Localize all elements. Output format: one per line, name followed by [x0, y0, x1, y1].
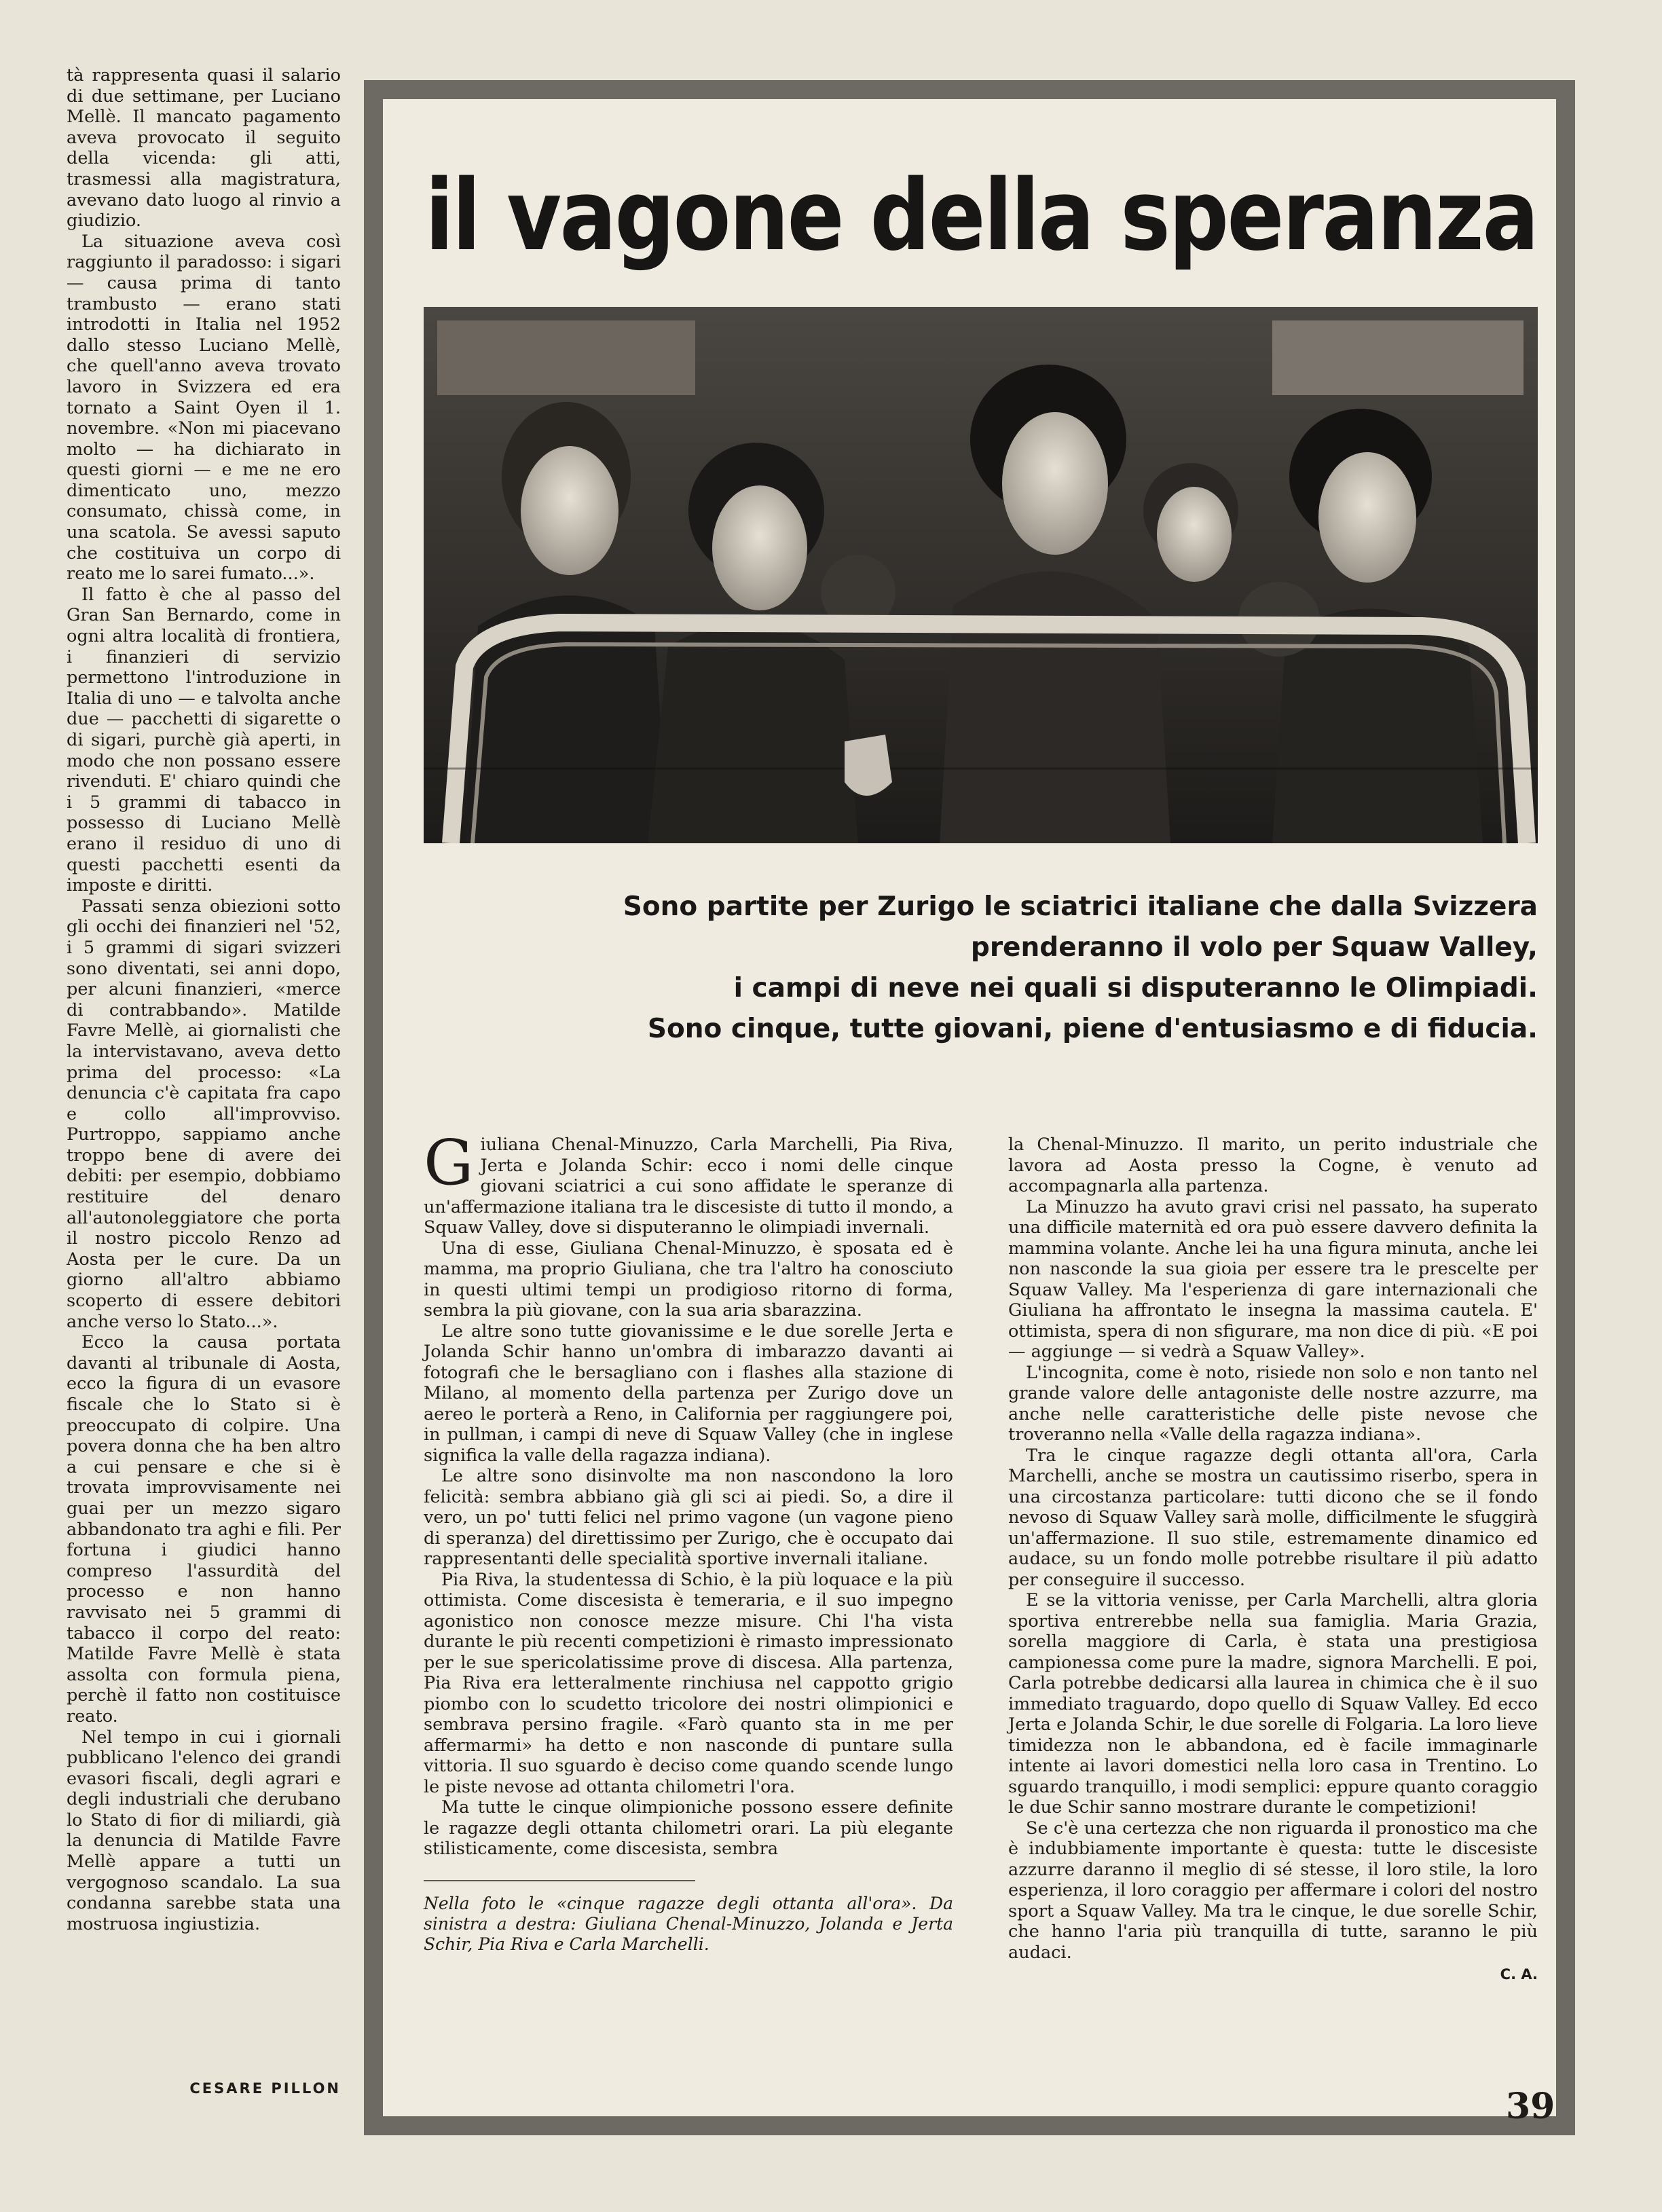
author-initials: C. A. [1500, 1966, 1538, 1983]
article-column-2 [1008, 1135, 1538, 1985]
standfirst [478, 887, 1538, 1050]
headline: il vagone della speranza [425, 158, 1538, 272]
article-paragraph: Le altre sono tutte giovanissime e le due sorelle Jerta e Jolanda Schir hanno un'ombra di imbarazzo davanti ai fotografi che le bersagliano con i flashes alla stazione di Milano, al momento della partenza per Zurigo dove un aereo le porterà a Reno, in California per raggiungere poi, in pullman, i campi di neve di Squaw Valley (che in inglese significa la valle della ragazza indiana). [424, 1321, 953, 1466]
article-paragraph: Ma tutte le cinque olimpioniche possono essere definite le ragazze degli ottanta chilometri orari. La più elegante stilisticamente, come discesista, sembra [424, 1797, 953, 1859]
left-paragraph: Nel tempo in cui i giornali pubblicano l'elenco dei grandi evasori fiscali, degli agrari e degli industriali che derubano lo Stato di fior di miliardi, già la denuncia di Matilde Favre Mellè appare a tutti un vergognoso scandalo. La sua condanna sarebbe stata una mostruosa ingiustizia. [67, 1727, 341, 1934]
byline: CESARE PILLON [189, 2080, 341, 2097]
standfirst-line: i campi di neve nei quali si disputeranno le Olimpiadi. [733, 973, 1538, 1003]
article-paragraph [424, 1126, 953, 1238]
article-paragraph: E se la vittoria venisse, per Carla Marchelli, altra gloria sportiva entrerebbe nella sua famiglia. Maria Grazia, sorella maggiore di Carla, è stata una prestigiosa campionessa come pure la madre, signora Marchelli. E poi, Carla potrebbe dedicarsi alla laurea in chimica che è il suo immediato traguardo, dopo quello di Squaw Valley. Ed ecco Jerta e Jolanda Schir, le due sorelle di Folgaria. La loro lieve timidezza non le abbandona, ed è facile immaginarle intente ai lavori domestici nella loro casa in Trentino. Lo sguardo tranquillo, i modi semplici: eppure quanto coraggio le due Schir sanno mostrare durante le competizioni! [1008, 1590, 1538, 1818]
article-paragraph: La Minuzzo ha avuto gravi crisi nel passato, ha superato una difficile maternità ed ora può essere davvero definita la mammina volante. Anche lei ha una figura minuta, anche lei non nasconde la sua gioia per essere tra le prescelte per Squaw Valley. Ma l'esperienza di gare internazionali che Giuliana ha affrontato le insegna la massima cautela. E' ottimista, spera di non sfigurare, ma non dice di più. «E poi — aggiunge — si vedrà a Squaw Valley». [1008, 1196, 1538, 1362]
left-paragraph: Il fatto è che al passo del Gran San Bernardo, come in ogni altra località di frontiera, i finanzieri di servizio permettono l'introduzione in Italia di uno — e talvolta anche due — pacchetti di sigarette o di sigari, purchè già aperti, in modo che non possano essere rivenduti. E' chiaro quindi che i 5 grammi di tabacco in possesso di Luciano Mellè erano il residuo di uno di questi pacchetti esenti da imposte e diritti. [67, 584, 341, 896]
article-paragraph: Pia Riva, la studentessa di Schio, è la più loquace e la più ottimista. Come discesista è temeraria, e il suo impegno agonistico non conosce mezze misure. Chi l'ha vista durante le più recenti competizioni è rimasto impressionato per le sue spericolatissime prove di discesa. Alla partenza, Pia Riva era letteralmente rinchiusa nel cappotto grigio piombo con lo scudetto tricolore dei nostri olimpionici e sembrava persino fragile. «Farò quanto sta in me per affermarmi» ha detto e non nasconde di puntare sulla vittoria. Il suo sguardo è deciso come quando scende lungo le piste nevose ad ottanta chilometri l'ora. [424, 1569, 953, 1797]
article-paragraph: Le altre sono disinvolte ma non nascondono la loro felicità: sembra abbiano già gli sci ai piedi. So, a dire il vero, un po' tutti felici nel primo vagone (un vagone pieno di speranza) del direttissimo per Zurigo, che è occupato dai rappresentanti delle specialità sportive invernali italiane. [424, 1466, 953, 1569]
article-box [383, 99, 1556, 2116]
left-paragraph: La situazione aveva così raggiunto il paradosso: i sigari — causa prima di tanto trambusto — erano stati introdotti in Italia nel 1952 dallo stesso Luciano Mellè, che quell'anno aveva trovato lavoro in Svizzera ed era tornato a Saint Oyen il 1. novembre. «Non mi piacevano molto — ha dichiarato in questi giorni — e me ne ero dimenticato uno, mezzo consumato, chissà come, in una scatola. Se avessi saputo che costituiva un corpo di reato me lo sarei fumato...». [67, 231, 341, 585]
article-photo [424, 307, 1538, 843]
article-frame [364, 80, 1575, 2135]
article-column-1 [424, 1126, 953, 1985]
article-paragraph: Una di esse, Giuliana Chenal-Minuzzo, è sposata ed è mamma, ma proprio Giuliana, che tra l'altro ha conosciuto in questi ultimi tempi un prodigioso ritorno di forma, sembra la più giovane, con la sua aria sbarazzina. [424, 1238, 953, 1321]
standfirst-line: Sono cinque, tutte giovani, piene d'entusiasmo e di fiducia. [647, 1014, 1538, 1044]
standfirst-line: prenderanno il volo per Squaw Valley, [970, 932, 1538, 963]
left-paragraph: Ecco la causa portata davanti al tribunale di Aosta, ecco la figura di un evasore fiscale che lo Stato si è preoccupato di colpire. Una povera donna che ha ben altro a cui pensare e che si è trovata improvvisamente nei guai per un mezzo sigaro abbandonato tra aghi e fili. Per fortuna i giudici hanno compreso l'assurdità del processo e non hanno ravvisato nei 5 grammi di tabacco il corpo del reato: Matilde Favre Mellè è stata assolta con formula piena, perchè il fatto non costituisce reato. [67, 1332, 341, 1727]
first-paragraph-text: iuliana Chenal-Minuzzo, Carla Marchelli, Pia Riva, Jerta e Jolanda Schir: ecco i nomi delle cinque giovani sciatrici a cui sono affidate le speranze di un'affermazione italiana tra le discesiste di tutto il mondo, a Squaw Valley, dove si disputeranno le olimpiadi invernali. [424, 1135, 953, 1238]
standfirst-line: Sono partite per Zurigo le sciatrici italiane che dalla Svizzera [623, 891, 1538, 922]
photo-illustration [424, 307, 1538, 843]
page-number: 39 [1506, 2086, 1555, 2127]
photo-caption: Nella foto le «cinque ragazze degli ottanta all'ora». Da sinistra a destra: Giuliana Chenal-Minuzzo, Jolanda e Jerta Schir, Pia Riva e Carla Marchelli. [424, 1893, 953, 1954]
article-paragraph: Se c'è una certezza che non riguarda il pronostico ma che è indubbiamente importante è questa: tutte le discesiste azzurre daranno il meglio di sé stesse, il loro stile, la loro esperienza, il loro coraggio per affermare i colori del nostro sport a Squaw Valley. Ma tra le cinque, le due sorelle Schir, che hanno l'aria più tranquilla di tutte, saranno le più audaci. [1008, 1818, 1538, 1963]
article-paragraph: L'incognita, come è noto, risiede non solo e non tanto nel grande valore delle antagoniste delle nostre azzurre, ma anche nelle caratteristiche delle piste nevose che troveranno nella «Valle della ragazza indiana». [1008, 1362, 1538, 1445]
article-paragraph: Tra le cinque ragazze degli ottanta all'ora, Carla Marchelli, anche se mostra un cautissimo riserbo, spera in una circostanza particolare: tutti dicono che se il fondo nevoso di Squaw Valley sarà molle, difficilmente le sfuggirà un'affermazione. Il suo stile, estremamente dinamico ed audace, su un fondo molle potrebbe risultare il più adatto per conseguire il successo. [1008, 1445, 1538, 1590]
article-paragraph: la Chenal-Minuzzo. Il marito, un perito industriale che lavora ad Aosta presso la Cogne, è venuto ad accompagnarla alla partenza. [1008, 1135, 1538, 1196]
left-paragraph: Passati senza obiezioni sotto gli occhi dei finanzieri nel '52, i 5 grammi di sigari svizzeri sono diventati, sei anni dopo, per alcuni finanzieri, «merce di contrabbando». Matilde Favre Mellè, ai giornalisti che la intervistavano, aveva detto prima del processo: «La denuncia c'è capitata fra capo e collo all'improvviso. Purtroppo, sappiamo anche troppo bene di avere dei debiti: per esempio, dobbiamo restituire del denaro all'autonoleggiatore che porta il nostro piccolo Renzo ad Aosta per le cure. Da un giorno all'altro abbiamo scoperto di essere debitori anche verso lo Stato...». [67, 896, 341, 1332]
left-paragraph: tà rappresenta quasi il salario di due settimane, per Luciano Mellè. Il mancato pagamento aveva provocato il seguito della vicenda: gli atti, trasmessi alla magistratura, avevano dato luogo al rinvio a giudizio. [67, 65, 341, 232]
caption-divider [424, 1880, 695, 1881]
article-columns [424, 1126, 1538, 1985]
left-column-text [67, 65, 341, 1934]
drop-cap: G [424, 1126, 474, 1199]
